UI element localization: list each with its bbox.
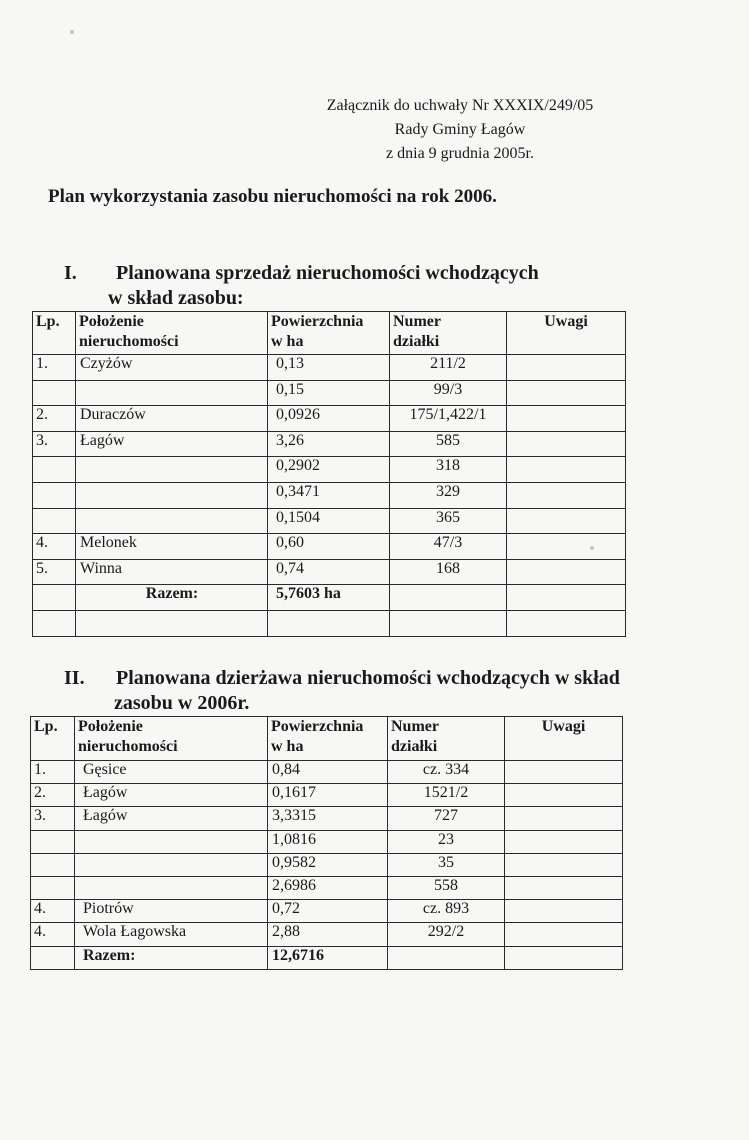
table-header-row bbox=[31, 717, 623, 761]
cell-notes bbox=[507, 355, 626, 381]
cell-area: 2,88 bbox=[268, 923, 388, 946]
table-row bbox=[31, 807, 623, 830]
table-row bbox=[31, 923, 623, 946]
attachment-line: Załącznik do uchwały Nr XXXIX/249/05 bbox=[326, 97, 594, 114]
cell-lp bbox=[33, 610, 76, 636]
cell-area: 0,74 bbox=[268, 559, 390, 585]
table-row bbox=[31, 761, 623, 784]
table-row bbox=[33, 534, 626, 560]
cell-notes bbox=[507, 534, 626, 560]
cell-plot: 168 bbox=[390, 559, 507, 585]
table-row bbox=[33, 380, 626, 406]
council-line: Rady Gminy Łagów bbox=[394, 121, 526, 138]
col-header-notes: Uwagi bbox=[505, 717, 623, 761]
cell-area: 0,0926 bbox=[268, 406, 390, 432]
cell-plot: 23 bbox=[388, 830, 505, 853]
scan-speck bbox=[590, 546, 594, 550]
table-row bbox=[33, 610, 626, 636]
section-1-title-line1: Planowana sprzedaż nieruchomości wchodzących bbox=[116, 262, 539, 284]
cell-notes bbox=[505, 900, 623, 923]
cell-plot: 727 bbox=[388, 807, 505, 830]
cell-location: Łagów bbox=[76, 431, 268, 457]
cell-location: Razem: bbox=[76, 585, 268, 611]
document-title: Plan wykorzystania zasobu nieruchomości na rok 2006. bbox=[48, 186, 497, 207]
cell-notes bbox=[507, 457, 626, 483]
sales-table-body bbox=[33, 312, 626, 637]
table-row bbox=[33, 355, 626, 381]
cell-plot: 329 bbox=[390, 482, 507, 508]
date-line: z dnia 9 grudnia 2005r. bbox=[386, 145, 534, 162]
header-plot-line1: Numer bbox=[391, 718, 439, 735]
cell-location: Piotrów bbox=[75, 900, 268, 923]
cell-location: Razem: bbox=[75, 946, 268, 969]
cell-plot: cz. 893 bbox=[388, 900, 505, 923]
cell-lp: 3. bbox=[31, 807, 75, 830]
cell-area: 3,3315 bbox=[268, 807, 388, 830]
cell-lp: 2. bbox=[33, 406, 76, 432]
cell-area: 0,2902 bbox=[268, 457, 390, 483]
cell-lp: 4. bbox=[33, 534, 76, 560]
table-row bbox=[31, 876, 623, 899]
col-header-lp: Lp. bbox=[33, 312, 76, 355]
cell-area: 0,9582 bbox=[268, 853, 388, 876]
table-header-row bbox=[33, 312, 626, 355]
cell-lp: 4. bbox=[31, 923, 75, 946]
cell-area: 0,3471 bbox=[268, 482, 390, 508]
cell-lp bbox=[31, 946, 75, 969]
cell-plot: 585 bbox=[390, 431, 507, 457]
cell-lp bbox=[33, 508, 76, 534]
cell-notes bbox=[505, 830, 623, 853]
header-location-line1: Położenie bbox=[78, 718, 143, 735]
cell-lp: 1. bbox=[31, 761, 75, 784]
cell-plot: 99/3 bbox=[390, 380, 507, 406]
cell-plot: 292/2 bbox=[388, 923, 505, 946]
cell-lp bbox=[31, 853, 75, 876]
cell-notes bbox=[505, 946, 623, 969]
cell-location bbox=[76, 380, 268, 406]
cell-lp bbox=[31, 876, 75, 899]
cell-area: 12,6716 bbox=[268, 946, 388, 969]
table-row bbox=[33, 559, 626, 585]
col-header-location bbox=[75, 717, 268, 761]
cell-area: 0,84 bbox=[268, 761, 388, 784]
cell-plot: 211/2 bbox=[390, 355, 507, 381]
section-1-title-line2: w skład zasobu: bbox=[108, 287, 244, 309]
cell-notes bbox=[505, 853, 623, 876]
cell-location bbox=[75, 853, 268, 876]
cell-notes bbox=[507, 431, 626, 457]
cell-notes bbox=[507, 585, 626, 611]
cell-plot: 365 bbox=[390, 508, 507, 534]
cell-area bbox=[268, 610, 390, 636]
cell-location bbox=[75, 830, 268, 853]
cell-area: 0,1617 bbox=[268, 784, 388, 807]
cell-notes bbox=[507, 482, 626, 508]
col-header-plot bbox=[388, 717, 505, 761]
header-plot-line2: działki bbox=[391, 738, 438, 755]
header-area-line1: Powierzchnia bbox=[271, 313, 364, 330]
cell-plot: 1521/2 bbox=[388, 784, 505, 807]
cell-notes bbox=[505, 876, 623, 899]
cell-plot bbox=[388, 946, 505, 969]
section-1-number: I. bbox=[64, 262, 77, 284]
table-row bbox=[33, 457, 626, 483]
table-row bbox=[33, 482, 626, 508]
cell-location: Melonek bbox=[76, 534, 268, 560]
cell-area: 0,1504 bbox=[268, 508, 390, 534]
col-header-area bbox=[268, 312, 390, 355]
cell-area: 0,60 bbox=[268, 534, 390, 560]
header-plot-line1: Numer bbox=[393, 313, 441, 330]
col-header-lp: Lp. bbox=[31, 717, 75, 761]
table-row bbox=[33, 406, 626, 432]
cell-plot: 175/1,422/1 bbox=[390, 406, 507, 432]
cell-area: 0,13 bbox=[268, 355, 390, 381]
header-area-line2: w ha bbox=[271, 333, 304, 350]
header-location-line2: nieruchomości bbox=[79, 333, 179, 350]
col-header-notes: Uwagi bbox=[507, 312, 626, 355]
cell-notes bbox=[507, 380, 626, 406]
cell-notes bbox=[507, 508, 626, 534]
cell-area: 2,6986 bbox=[268, 876, 388, 899]
cell-area: 1,0816 bbox=[268, 830, 388, 853]
cell-location bbox=[75, 876, 268, 899]
cell-lp: 2. bbox=[31, 784, 75, 807]
cell-location bbox=[76, 482, 268, 508]
cell-notes bbox=[507, 610, 626, 636]
cell-plot: 558 bbox=[388, 876, 505, 899]
cell-location: Gęsice bbox=[75, 761, 268, 784]
sales-table bbox=[32, 311, 626, 637]
cell-area: 0,15 bbox=[268, 380, 390, 406]
cell-notes bbox=[505, 761, 623, 784]
lease-table-body bbox=[31, 717, 623, 970]
cell-lp bbox=[31, 830, 75, 853]
cell-area: 5,7603 ha bbox=[268, 585, 390, 611]
table-row bbox=[33, 585, 626, 611]
table-row bbox=[33, 508, 626, 534]
cell-notes bbox=[507, 559, 626, 585]
cell-notes bbox=[507, 406, 626, 432]
cell-plot: cz. 334 bbox=[388, 761, 505, 784]
header-location-line1: Położenie bbox=[79, 313, 144, 330]
cell-location: Czyżów bbox=[76, 355, 268, 381]
cell-lp bbox=[33, 380, 76, 406]
cell-location: Wola Łagowska bbox=[75, 923, 268, 946]
col-header-plot bbox=[390, 312, 507, 355]
cell-location bbox=[76, 610, 268, 636]
table-row bbox=[31, 853, 623, 876]
cell-plot bbox=[390, 610, 507, 636]
table-row bbox=[31, 946, 623, 969]
cell-notes bbox=[505, 807, 623, 830]
cell-lp: 5. bbox=[33, 559, 76, 585]
cell-plot: 35 bbox=[388, 853, 505, 876]
cell-lp: 3. bbox=[33, 431, 76, 457]
header-area-line1: Powierzchnia bbox=[271, 718, 364, 735]
cell-lp bbox=[33, 482, 76, 508]
col-header-area bbox=[268, 717, 388, 761]
cell-lp bbox=[33, 457, 76, 483]
scan-speck bbox=[70, 30, 74, 34]
cell-location bbox=[76, 508, 268, 534]
table-row bbox=[31, 784, 623, 807]
cell-notes bbox=[505, 923, 623, 946]
col-header-location bbox=[76, 312, 268, 355]
header-plot-line2: działki bbox=[393, 333, 440, 350]
cell-location: Łagów bbox=[75, 784, 268, 807]
cell-area: 0,72 bbox=[268, 900, 388, 923]
table-row bbox=[31, 830, 623, 853]
cell-location: Łagów bbox=[75, 807, 268, 830]
cell-location bbox=[76, 457, 268, 483]
cell-lp: 1. bbox=[33, 355, 76, 381]
cell-location: Winna bbox=[76, 559, 268, 585]
section-2-number: II. bbox=[64, 667, 85, 689]
header-location-line2: nieruchomości bbox=[78, 738, 178, 755]
table-row bbox=[31, 900, 623, 923]
table-row bbox=[33, 431, 626, 457]
cell-area: 3,26 bbox=[268, 431, 390, 457]
cell-plot: 318 bbox=[390, 457, 507, 483]
cell-lp bbox=[33, 585, 76, 611]
section-2-title-line1: Planowana dzierżawa nieruchomości wchodzących w skład bbox=[116, 667, 620, 689]
cell-notes bbox=[505, 784, 623, 807]
header-area-line2: w ha bbox=[271, 738, 304, 755]
section-2-title-line2: zasobu w 2006r. bbox=[114, 692, 250, 714]
lease-table bbox=[30, 716, 623, 970]
cell-location: Duraczów bbox=[76, 406, 268, 432]
cell-plot: 47/3 bbox=[390, 534, 507, 560]
cell-plot bbox=[390, 585, 507, 611]
cell-lp: 4. bbox=[31, 900, 75, 923]
